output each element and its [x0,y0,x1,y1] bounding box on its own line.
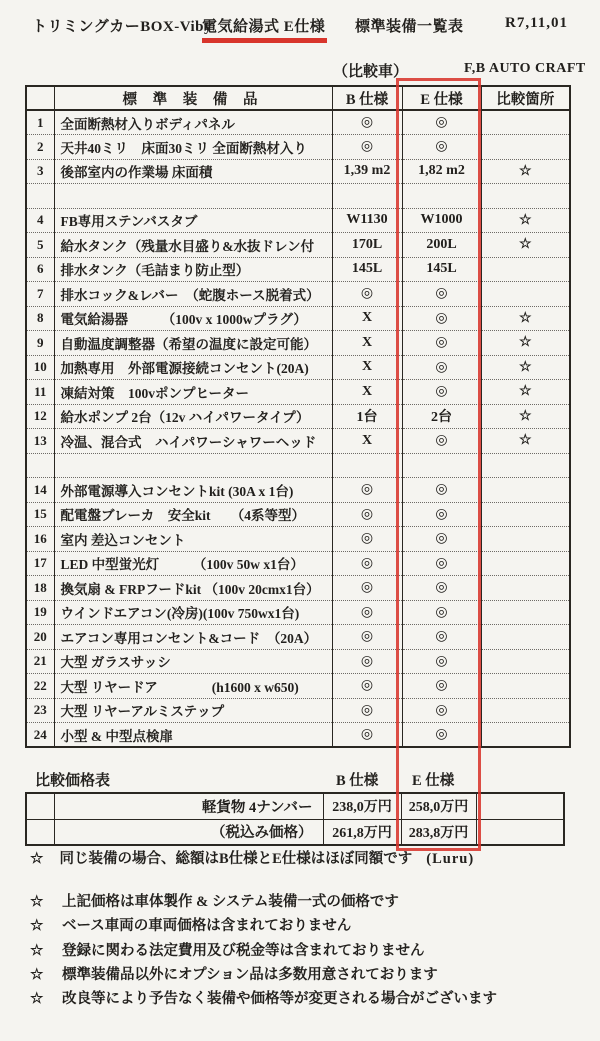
b-spec-value-cell: ◎ [332,110,402,135]
row-number-cell: 18 [26,576,54,601]
item-name-cell: ウインドエアコン(冷房)(100v 750wx1台) [54,600,332,625]
e-spec-value-cell: ◎ [402,355,481,380]
footnote-line [30,939,497,963]
row-number-cell: 6 [26,257,54,282]
e-spec-value-cell: ◎ [402,429,481,454]
e-spec-value-cell: ◎ [402,551,481,576]
price-b-value-cell: 238,0万円 [323,793,401,819]
star-icon: ☆ [30,851,44,867]
table-row [26,551,570,576]
equipment-table [25,85,571,748]
e-spec-value-cell [402,453,481,478]
equipment-table-header-row [26,86,570,110]
table-row [26,649,570,674]
e-spec-value-cell: ◎ [402,576,481,601]
table-row [26,453,570,478]
col-header-number [26,86,54,110]
row-number-cell: 12 [26,404,54,429]
price-row [26,793,564,819]
row-number-cell: 10 [26,355,54,380]
b-spec-value-cell: X [332,331,402,356]
price-row [26,819,564,845]
row-number-cell: 16 [26,527,54,552]
footnote-text: 登録に関わる法定費用及び税金等は含まれておりません [62,942,425,959]
footnote-line [30,987,497,1011]
compare-mark-cell [481,257,570,282]
compare-mark-cell: ☆ [481,380,570,405]
row-number-cell: 5 [26,233,54,258]
table-row [26,478,570,503]
e-spec-value-cell: ◎ [402,527,481,552]
star-icon: ☆ [30,894,44,910]
col-header-compare: 比較箇所 [481,86,570,110]
e-spec-value-cell: ◎ [402,306,481,331]
row-number-cell: 20 [26,625,54,650]
row-number-cell: 13 [26,429,54,454]
b-spec-value-cell: 1,39 m2 [332,159,402,184]
b-spec-value-cell: ◎ [332,625,402,650]
b-spec-value-cell: X [332,306,402,331]
b-spec-value-cell: ◎ [332,576,402,601]
table-row [26,674,570,699]
price-e-value-cell: 283,8万円 [401,819,476,845]
e-spec-value-cell: ◎ [402,478,481,503]
price-note-text: 同じ装備の場合、総額はB仕様とE仕様はほぼ同額です [59,851,413,867]
compare-mark-cell [481,600,570,625]
item-name-cell: 排水コック&レバー （蛇腹ホース脱着式） [54,282,332,307]
b-spec-value-cell: ◎ [332,723,402,748]
col-header-item: 標 準 装 備 品 [54,86,332,110]
row-number-cell: 4 [26,208,54,233]
b-spec-value-cell: W1130 [332,208,402,233]
document-title-model: トリミングカーBOX-Viby [32,19,212,35]
item-name-cell: 大型 ガラスサッシ [54,649,332,674]
b-spec-value-cell: ◎ [332,674,402,699]
table-row [26,698,570,723]
table-row [26,233,570,258]
price-note [30,847,474,868]
row-number-cell: 7 [26,282,54,307]
star-icon: ☆ [30,991,44,1008]
price-extra-cell [476,793,564,819]
table-row [26,380,570,405]
price-table [25,792,565,846]
compare-mark-cell [481,502,570,527]
compare-mark-cell: ☆ [481,404,570,429]
row-number-cell: 21 [26,649,54,674]
compare-mark-cell: ☆ [481,355,570,380]
e-spec-value-cell: ◎ [402,380,481,405]
compare-mark-cell: ☆ [481,233,570,258]
document-date: R7,11,01 [505,15,569,31]
b-spec-value-cell: X [332,380,402,405]
row-number-cell: 11 [26,380,54,405]
price-e-value-cell: 258,0万円 [401,793,476,819]
price-row-number-cell [26,819,54,845]
e-spec-value-cell: ◎ [402,674,481,699]
item-name-cell [54,184,332,209]
compare-mark-cell [481,282,570,307]
b-spec-value-cell: ◎ [332,502,402,527]
row-number-cell: 9 [26,331,54,356]
item-name-cell: 電気給湯器 （100v x 1000wプラグ） [54,306,332,331]
item-name-cell [54,453,332,478]
comparison-car-label: （比較車） [333,64,409,80]
e-spec-value-cell: 145L [402,257,481,282]
b-spec-value-cell: 145L [332,257,402,282]
item-name-cell: 小型 & 中型点検扉 [54,723,332,748]
compare-mark-cell: ☆ [481,331,570,356]
b-spec-value-cell: ◎ [332,527,402,552]
row-number-cell [26,184,54,209]
star-icon: ☆ [30,942,44,959]
compare-mark-cell [481,453,570,478]
table-row [26,576,570,601]
row-number-cell: 19 [26,600,54,625]
star-icon: ☆ [30,966,44,983]
table-row [26,527,570,552]
row-number-cell: 17 [26,551,54,576]
row-number-cell: 8 [26,306,54,331]
item-name-cell: 給水ポンプ 2台（12v ハイパワータイプ） [54,404,332,429]
compare-mark-cell [481,527,570,552]
row-number-cell: 1 [37,114,44,130]
e-spec-value-cell: ◎ [402,698,481,723]
footnote-text: ベース車両の車両価格は含まれておりません [62,918,352,935]
table-row [26,502,570,527]
table-row [26,135,570,160]
item-name-cell: 冷温、混合式 ハイパワーシャワーヘッド [54,429,332,454]
compare-mark-cell [481,698,570,723]
b-spec-value-cell: X [332,355,402,380]
compare-mark-cell [481,674,570,699]
b-spec-value-cell: X [332,429,402,454]
compare-mark-cell [481,723,570,748]
b-spec-value-cell [332,184,402,209]
e-spec-value-cell [402,184,481,209]
price-note-suffix: (Luru) [426,851,475,867]
compare-mark-cell [481,184,570,209]
item-name-cell: LED 中型蛍光灯 （100v 50w x1台） [54,551,332,576]
table-row [26,331,570,356]
footnotes [30,890,497,1011]
price-table-title: 比較価格表 [35,773,111,789]
compare-mark-cell [481,625,570,650]
compare-mark-cell: ☆ [481,429,570,454]
compare-mark-cell [481,649,570,674]
e-spec-value-cell: ◎ [402,110,481,135]
footnote-line [30,890,497,914]
table-row [26,184,570,209]
item-name-cell: 全面断熱材入りボディパネル [54,110,332,135]
compare-mark-cell [481,478,570,503]
compare-mark-cell: ☆ [481,159,570,184]
b-spec-value-cell: ◎ [332,135,402,160]
footnote-line [30,914,497,938]
b-spec-value-cell: ◎ [332,282,402,307]
e-spec-value-cell: 1,82 m2 [402,159,481,184]
item-name-cell: 自動温度調整器（希望の温度に設定可能） [54,331,332,356]
b-spec-value-cell [332,453,402,478]
e-spec-value-cell: ◎ [402,331,481,356]
row-number-cell: 14 [26,478,54,503]
b-spec-value-cell: ◎ [332,698,402,723]
table-row [26,282,570,307]
col-header-b-spec: B 仕様 [332,86,402,110]
document-title-doc-type: 標準装備一覧表 [355,19,464,35]
price-col-header-e: E 仕様 [412,773,455,789]
table-row [26,306,570,331]
price-b-value-cell: 261,8万円 [323,819,401,845]
table-row [26,110,570,135]
table-row [26,159,570,184]
item-name-cell: 凍結対策 100vポンプヒーター [54,380,332,405]
item-name-cell: 排水タンク（毛詰まり防止型） [54,257,332,282]
row-number-cell: 22 [26,674,54,699]
table-row [26,600,570,625]
footnote-text: 標準装備品以外にオプション品は多数用意されております [62,966,438,983]
table-row [26,723,570,748]
item-name-cell: 室内 差込コンセント [54,527,332,552]
col-header-e-spec: E 仕様 [402,86,481,110]
b-spec-value-cell: ◎ [332,551,402,576]
item-name-cell: FB専用ステンバスタブ [54,208,332,233]
b-spec-value-cell: ◎ [332,600,402,625]
table-row [26,355,570,380]
b-spec-value-cell: 170L [332,233,402,258]
footnote-line [30,963,497,987]
item-name-cell: 給水タンク（残量水目盛り&水抜ドレン付 [54,233,332,258]
row-number-cell: 23 [26,698,54,723]
table-row [26,257,570,282]
item-name-cell: 換気扇 & FRPフードkit （100v 20cmx1台） [54,576,332,601]
item-name-cell: 大型 リヤードア (h1600 x w650) [54,674,332,699]
e-spec-value-cell: W1000 [402,208,481,233]
price-row-number-cell [26,793,54,819]
e-spec-value-cell: ◎ [402,723,481,748]
row-number-cell: 24 [26,723,54,748]
e-spec-value-cell: ◎ [402,625,481,650]
table-row [26,625,570,650]
item-name-cell: 配電盤ブレーカ 安全kit （4系等型） [54,502,332,527]
item-name-cell: 後部室内の作業場 床面積 [54,159,332,184]
b-spec-value-cell: 1台 [332,404,402,429]
compare-mark-cell [481,551,570,576]
b-spec-value-cell: ◎ [332,649,402,674]
row-number-cell [26,453,54,478]
table-row [26,404,570,429]
row-number-cell: 2 [26,135,54,160]
item-name-cell: エアコン専用コンセント&コード （20A） [54,625,332,650]
compare-mark-cell [481,135,570,160]
e-spec-value-cell: 200L [402,233,481,258]
e-spec-value-cell: ◎ [402,649,481,674]
item-name-cell: 外部電源導入コンセントkit (30A x 1台) [54,478,332,503]
price-label-cell: （税込み価格） [54,819,323,845]
e-spec-value-cell: 2台 [402,404,481,429]
compare-mark-cell: ☆ [481,208,570,233]
document-title-spec-highlighted: 電気給湯式 E仕様 [202,15,327,43]
item-name-cell: 大型 リヤーアルミステップ [54,698,332,723]
compare-mark-cell: ☆ [481,306,570,331]
b-spec-value-cell: ◎ [332,478,402,503]
compare-mark-cell [481,110,570,135]
table-row [26,429,570,454]
row-number-cell: 3 [26,159,54,184]
item-name-cell: 天井40ミリ 床面30ミリ 全面断熱材入り [54,135,332,160]
item-name-cell: 加熱専用 外部電源接続コンセント(20A) [54,355,332,380]
footnote-text: 改良等により予告なく装備や価格等が変更される場合がございます [62,991,497,1008]
footnote-text: 上記価格は車体製作 & システム装備一式の価格です [62,894,399,910]
compare-mark-cell [481,576,570,601]
table-row [26,208,570,233]
row-number-cell: 15 [26,502,54,527]
e-spec-value-cell: ◎ [402,502,481,527]
e-spec-value-cell: ◎ [402,600,481,625]
price-extra-cell [476,819,564,845]
price-label-cell: 軽貨物 4ナンバー [54,793,323,819]
company-name: F,B AUTO CRAFT [464,61,586,76]
e-spec-value-cell: ◎ [402,135,481,160]
star-icon: ☆ [30,918,44,935]
price-col-header-b: B 仕様 [336,773,379,789]
e-spec-value-cell: ◎ [402,282,481,307]
